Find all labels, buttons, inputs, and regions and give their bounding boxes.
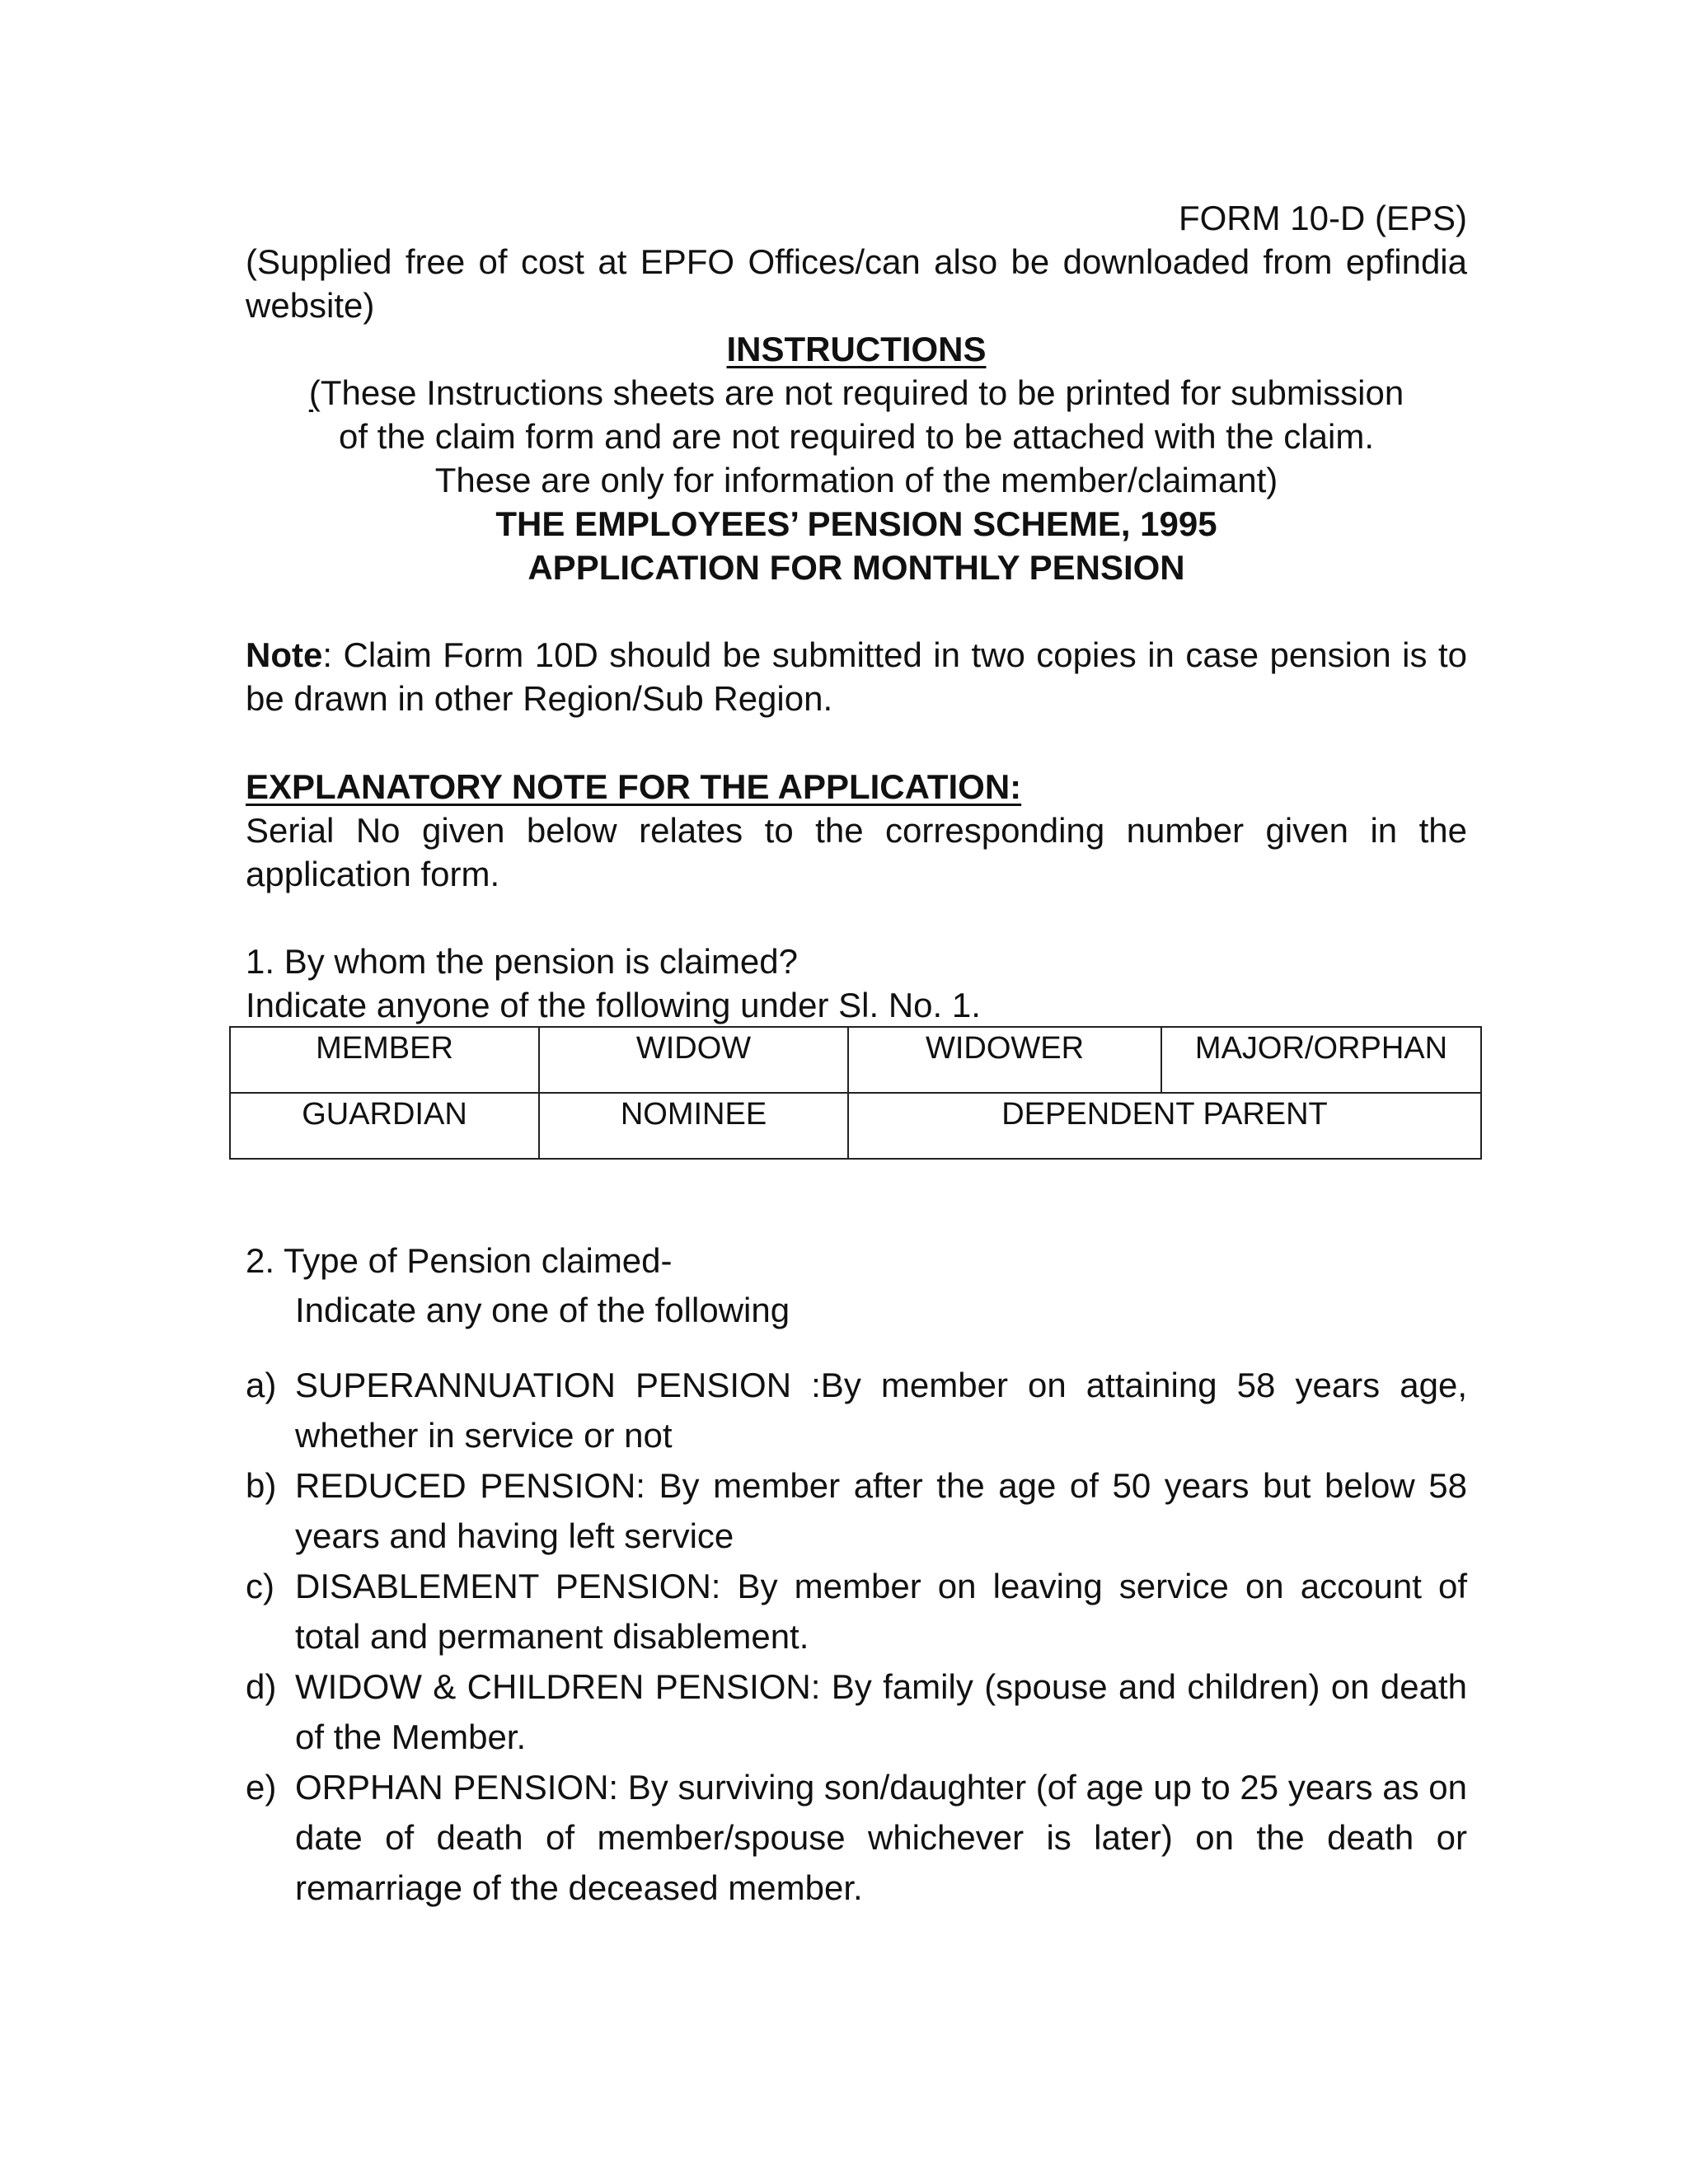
list-item — [246, 1460, 1467, 1561]
supplied-note: (Supplied free of cost at EPFO Offices/can also be downloaded from epfindia website) — [246, 242, 1467, 325]
table-row — [230, 1093, 1481, 1159]
option-widow: WIDOW — [539, 1027, 848, 1093]
list-item — [246, 1661, 1467, 1762]
option-guardian: GUARDIAN — [230, 1093, 539, 1159]
list-item — [246, 1561, 1467, 1661]
instructions-note-line2: of the claim form and are not required to be attached with the claim. — [338, 417, 1374, 456]
explanatory-note — [246, 765, 1467, 896]
question-2 — [246, 1236, 1467, 1335]
instructions-note — [246, 371, 1467, 502]
option-dependent-parent: DEPENDENT PARENT — [848, 1093, 1481, 1159]
scheme-title-line1: THE EMPLOYEES’ PENSION SCHEME, 1995 — [495, 504, 1217, 543]
submission-note — [246, 633, 1467, 720]
explanatory-heading: EXPLANATORY NOTE FOR THE APPLICATION: — [246, 767, 1022, 806]
question-1 — [246, 940, 1467, 1027]
list-item-text: DISABLEMENT PENSION: By member on leaving service on account of total and permanent disablement. — [295, 1567, 1467, 1656]
form-code: FORM 10-D (EPS) — [1178, 199, 1467, 237]
list-marker: d) — [246, 1667, 277, 1706]
question-1-instruction: Indicate anyone of the following under Sl. No. 1. — [246, 986, 981, 1024]
list-marker: e) — [246, 1768, 277, 1807]
option-member: MEMBER — [230, 1027, 539, 1093]
list-item — [246, 1762, 1467, 1913]
list-item — [246, 1360, 1467, 1460]
open-paren: ( — [308, 373, 321, 412]
scheme-title — [246, 502, 1467, 589]
list-item-text: ORPHAN PENSION: By surviving son/daughter (of age up to 25 years as on date of death of member/spouse whichever is later) on the death or remarriage of the deceased member. — [295, 1768, 1467, 1907]
table-row — [230, 1027, 1481, 1093]
list-marker: a) — [246, 1366, 277, 1404]
question-2-instruction: Indicate any one of the following — [295, 1291, 790, 1329]
list-item-text: WIDOW & CHILDREN PENSION: By family (spouse and children) on death of the Member. — [295, 1667, 1467, 1756]
instructions-note-line1-text: These Instructions sheets are not required to be printed for submission — [320, 373, 1404, 412]
list-marker: c) — [246, 1567, 274, 1605]
list-item-text: REDUCED PENSION: By member after the age of 50 years but below 58 years and having left service — [295, 1466, 1467, 1555]
claimant-options-table — [229, 1026, 1482, 1160]
option-widower: WIDOWER — [848, 1027, 1161, 1093]
note-text: : Claim Form 10D should be submitted in two copies in case pension is to be drawn in other Region/Sub Region. — [246, 635, 1467, 718]
question-1-title: 1. By whom the pension is claimed? — [246, 942, 799, 981]
list-marker: b) — [246, 1466, 277, 1505]
instructions-heading — [246, 327, 1467, 371]
scheme-title-line2: APPLICATION FOR MONTHLY PENSION — [528, 548, 1185, 587]
instructions-title: INSTRUCTIONS — [726, 330, 987, 368]
instructions-note-line3: These are only for information of the member/claimant) — [434, 461, 1278, 499]
pension-types-list — [246, 1360, 1467, 1913]
explanatory-heading-row — [246, 765, 1467, 808]
instructions-note-line1 — [246, 371, 1467, 415]
option-nominee: NOMINEE — [539, 1093, 848, 1159]
note-label: Note — [246, 635, 323, 674]
explanatory-text: Serial No given below relates to the corresponding number given in the application form. — [246, 811, 1467, 893]
question-2-title: 2. Type of Pension claimed- — [246, 1241, 673, 1280]
option-major-orphan: MAJOR/ORPHAN — [1161, 1027, 1481, 1093]
list-item-text: SUPERANNUATION PENSION :By member on attaining 58 years age, whether in service or not — [295, 1366, 1467, 1455]
